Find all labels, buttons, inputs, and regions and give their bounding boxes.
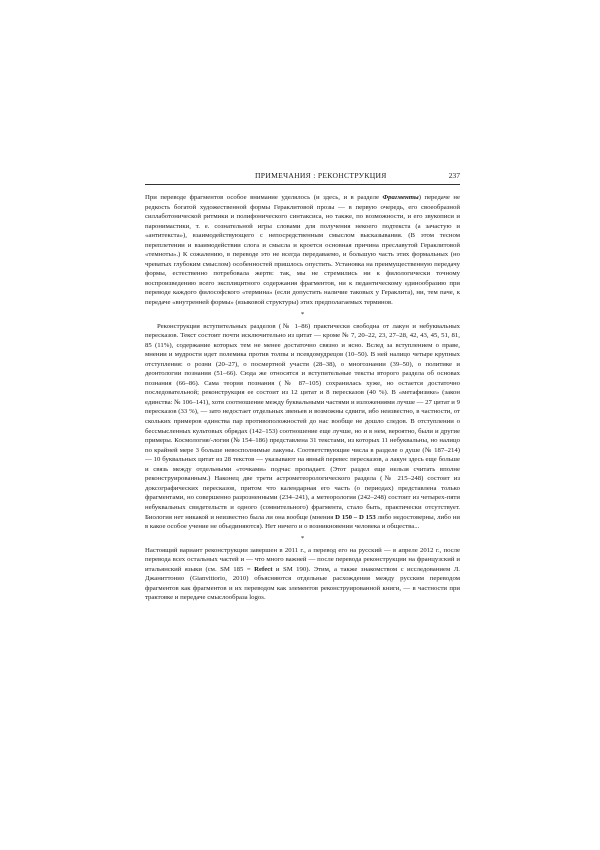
- paragraph-text: Настоящий вариант реконструкции завершен в 2011 г., а перевод его на русский — в апреле 2012 г., после перевода всех остальных частей и — что много важней — после перевода реконструкции на французский и итальянский языки (см. SM 185 =: [145, 546, 460, 573]
- paragraph-text: ) передаче не редкость богатой художественной формы Гераклитовой прозы — в первую очередь, его своеобразной силлаботонической ритмики и полифонического синтаксиса, но также, по возможности, и его звукописи и паронимастики, т. е. сознательной игры словами для получения некоего подтекста (а зачастую и «антитекста»), взаимодействующего с непосредственным смыслом высказывания. (В этом тесном переплетении и взаимодействии слога и смысла и кроется основная причина преславутой Гераклитовой «темноты».) К сожалению, в переводе это не всегда передаваемо, и большую часть этих формальных (но чреватых глубоким смыслом) особенностей пришлось опустить. Установка на преимущественную передачу формы, естественно потребовала жертв: так, мы не стремились ни к филологически точному воспроизведению всего эксплицитного содержания фрагментов, ни к педантическому единообразию при переводе каждого философского «термина» (если допустить наличие таковых у Гераклита), ни, тем паче, к передаче «внутренней формы» (языковой структуры) этих предполагаемых терминов.: [145, 194, 460, 307]
- running-title: ПРИМЕЧАНИЯ : РЕКОНСТРУКЦИЯ: [255, 171, 387, 180]
- text-body: [145, 193, 460, 603]
- paragraph-version-note: [145, 546, 460, 603]
- paragraph-text: При переводе фрагментов особое внимание уделялось (и здесь, и в разделе: [145, 194, 383, 201]
- header-rule: [145, 184, 460, 185]
- paragraph-text: и SM 190). Этим, а также знакомством с исследованием Л. Джаниттонио (Gianvittorio, 2010) объясняются отдельные расхождения между русским переводом фрагментов как фрагментов и их переводом как элементов реконструированной книги, — в частности при трактовке и передаче смыслообраза logos.: [145, 565, 460, 602]
- running-head: [145, 171, 460, 183]
- paragraph-text: либо недостоверны, либо ни в какое особое учение не объединяются). Нет ничего и о возникновении человека и общества...: [145, 513, 460, 531]
- section-separator: *: [300, 534, 305, 542]
- section-separator: *: [300, 310, 305, 318]
- page-number: 237: [448, 171, 460, 180]
- paragraph-text: Реконструкция вступительных разделов (№ 1–86) практически свободна от лакун и небуквальных пересказов. Текст состоит почти исключительно из цитат — кроме № 7, 20–22, 23, 27–28, 42, 43, 45, 51, 81, 85 (11%), содержание которых тем не менее достаточно связно и ясно. Вслед за вступлением о праве, мнении и мудрости идет полемика против толпы и псевдомудрецов (10–50). В ней налицо четыре крупных отступления: о розни (20–27), о посмертной участи (28–38), о многознании (39–50), о политике и деонтологии познания (51–66). Сюда же относятся и вступительные тексты второго раздела об основах познания (66–86). Сама теория познания (№ 87–105) сохранилась хуже, но остается достаточно последовательной; реконструкция ее состоит из 12 цитат и 8 пересказов (40 %). В «метафизике» (закон единства: № 106–141), хотя соотношение между буквальными частями и изложениями лучше — 27 цитат и 9 пересказов (33 %), — зато недостает отдельных звеньев и возможны сдвиги, ибо неизвестно, в частности, от скольких примеров единства пар противоположностей до нас вообще не дошло следов. В отступлении о бессмысленных культовых обрядах (142–153) соотношение еще лучше, но и в нем, вероятно, были и другие примеры. Космология/-логия (№ 154–186) представлена 31 текстами, из которых 11 небуквальны, но налицо по крайней мере 3 больше невосполнимые лакуны. Соответствующие числа в разделе о душе (№ 187–214) — 10 буквальных цитат из 28 текстов — указывают на явный перевес пересказов, а лакун здесь еще больше и связь между отдельными «точками» подчас пропадает. (Этот раздел еще нельзя считать вполне реконструированным.) Наконец две трети астрометеорологического раздела (№ 215–248) состоит из доксографических пересказов, притом что календарная его часть (о периодах) представлена только фрагментами, но совершенно разрозненными (234–241), а метеорология (242–248) состоит из четырех-пяти небуквальных свидетельств и одного (сомнительного) фрагмента, стало быть, практически отсутствует. Биология нет никакой и неизвестно была ли она вообще (мнения: [145, 322, 460, 521]
- paragraph-translation-approach: [145, 193, 460, 308]
- section-title-fragments: Фрагменты: [382, 194, 419, 201]
- fragment-reference: D 150 – D 153: [335, 513, 376, 521]
- reference-refect: Refect: [254, 565, 273, 573]
- paragraph-reconstruction-overview: [145, 322, 460, 532]
